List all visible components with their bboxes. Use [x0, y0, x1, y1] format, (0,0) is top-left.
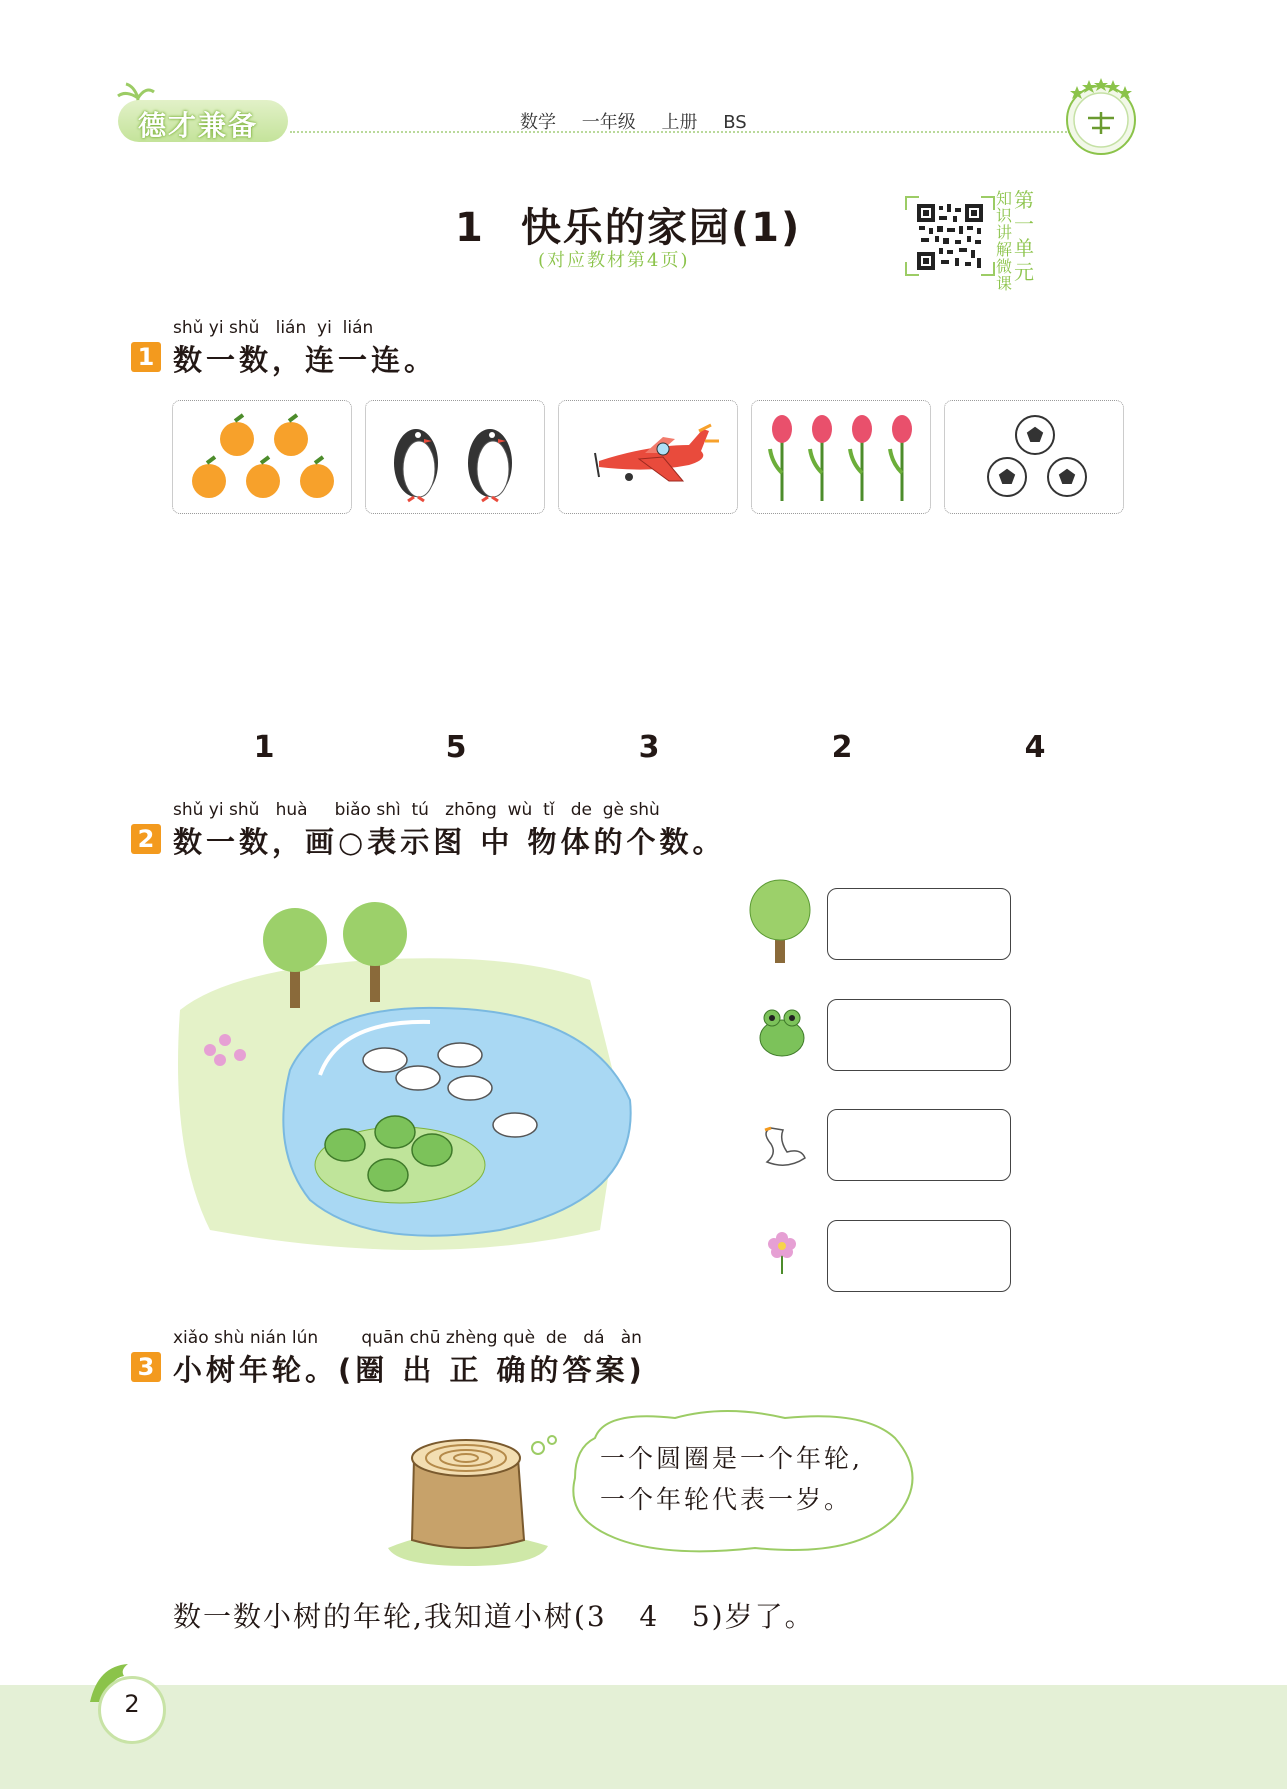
q3-number-badge: 3 — [131, 1352, 161, 1382]
match-number: 5 — [445, 730, 467, 765]
match-number: 3 — [638, 730, 660, 765]
penguin-icon — [366, 401, 544, 513]
q2-number-badge: 2 — [131, 824, 161, 854]
lesson-title-text: 快乐的家园(1) — [520, 205, 802, 251]
lesson-title — [455, 196, 801, 253]
airplane-icon — [559, 401, 737, 513]
footer-band — [0, 1685, 1287, 1789]
grade: 一年级 — [581, 112, 636, 133]
frog-icon — [752, 1002, 812, 1062]
match-number: 2 — [831, 730, 853, 765]
qr-code-block[interactable] — [905, 196, 995, 276]
page-number: 2 — [124, 1690, 140, 1718]
bubble-line-2: 一个年轮代表一岁。 — [600, 1485, 853, 1514]
volume: 上册 — [661, 112, 698, 133]
flower-count-box[interactable] — [827, 1220, 1011, 1292]
unit-label: 第 一 单 元 — [1014, 188, 1034, 284]
brand-logo — [118, 94, 293, 146]
frog-count-box[interactable] — [827, 999, 1011, 1071]
picture-box-soccer-balls[interactable] — [944, 400, 1124, 514]
picture-box-penguins[interactable] — [365, 400, 545, 514]
q3-pinyin: xiǎo shù nián lún quān chū zhèng què de dá àn — [173, 1328, 642, 1348]
q1-number-badge: 1 — [131, 342, 161, 372]
brand-text: 德才兼备 — [138, 109, 259, 142]
author-seal-icon — [1062, 76, 1140, 156]
orange-icon — [173, 401, 351, 513]
book-info — [520, 108, 767, 134]
swan-count-box[interactable] — [827, 1109, 1011, 1181]
picture-box-oranges[interactable] — [172, 400, 352, 514]
soccer-ball-icon — [945, 401, 1123, 513]
q2-pinyin: shǔ yi shǔ huà biǎo shì tú zhōng wù tǐ de gè shù — [173, 800, 660, 820]
picture-box-tulips[interactable] — [751, 400, 931, 514]
pond-scene-illustration — [170, 900, 640, 1280]
picture-box-airplane[interactable] — [558, 400, 738, 514]
q1-instruction: 数一数，连一连。 — [173, 343, 438, 377]
q3-question: 数一数小树的年轮,我知道小树(3 4 5)岁了。 — [173, 1600, 815, 1633]
match-number: 1 — [253, 730, 275, 765]
tulip-icon — [752, 401, 930, 513]
bubble-line-1: 一个圆圈是一个年轮, — [600, 1444, 863, 1473]
lesson-number: 1 — [455, 205, 485, 251]
micro-lesson-label: 知 识 讲 解 微 课 — [995, 189, 1012, 293]
q3-instruction: 小树年轮。(圈 出 正 确的答案) — [173, 1353, 646, 1387]
tree-stump-illustration — [378, 1428, 558, 1568]
edition: BS — [723, 112, 747, 133]
qr-side-labels — [994, 188, 1038, 293]
swan-icon — [757, 1118, 813, 1174]
q2-instruction: 数一数，画○表示图 中 物体的个数。 — [173, 825, 726, 859]
q1-pinyin: shǔ yi shǔ lián yi lián — [173, 318, 374, 338]
tree-count-box[interactable] — [827, 888, 1011, 960]
lesson-subtitle: (对应教材第4页) — [538, 250, 690, 271]
subject: 数学 — [520, 112, 556, 133]
flower-icon — [764, 1230, 800, 1276]
match-number: 4 — [1024, 730, 1046, 765]
bubble-text — [600, 1438, 863, 1520]
qr-code-icon[interactable] — [915, 202, 985, 272]
tree-icon — [745, 878, 815, 968]
